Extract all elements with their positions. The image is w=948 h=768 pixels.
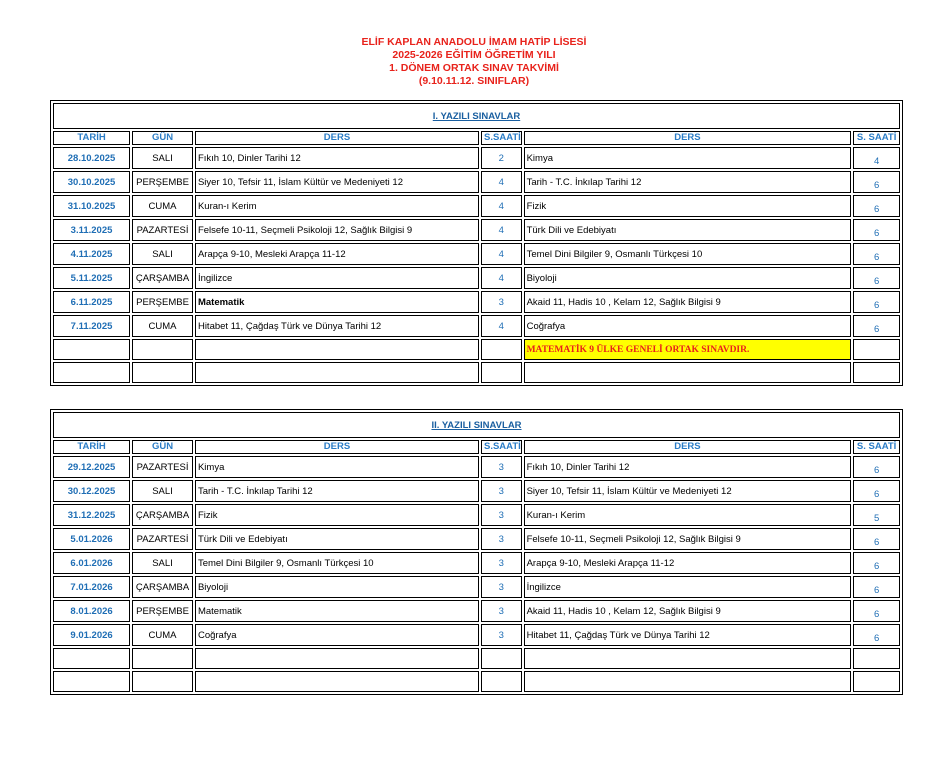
exam-day: SALI: [132, 147, 193, 169]
col-course-header: DERS: [195, 440, 479, 454]
course-name: Tarih - T.C. İnkılap Tarihi 12: [195, 480, 479, 502]
course-hours: 2: [481, 147, 522, 169]
col-course2-header: DERS: [524, 440, 852, 454]
exam-date: 6.01.2026: [53, 552, 130, 574]
exam-day: PAZARTESİ: [132, 456, 193, 478]
table-row: [53, 624, 900, 646]
empty-cell: [481, 362, 522, 383]
course-hours-2: 4: [853, 147, 900, 169]
course-name: Türk Dili ve Edebiyatı: [195, 528, 479, 550]
course-hours: 4: [481, 267, 522, 289]
school-name: ELİF KAPLAN ANADOLU İMAM HATİP LİSESİ: [361, 36, 587, 48]
col-course2-header: DERS: [524, 131, 852, 145]
exam-note: MATEMATİK 9 ÜLKE GENELİ ORTAK SINAVDIR.: [524, 339, 852, 360]
table-row: [53, 291, 900, 313]
course-hours: 3: [481, 504, 522, 526]
exam-date: 5.01.2026: [53, 528, 130, 550]
exam2-title: II. YAZILI SINAVLAR: [53, 412, 900, 438]
empty-cell: [853, 339, 900, 360]
course-name: İngilizce: [195, 267, 479, 289]
course-name: Coğrafya: [195, 624, 479, 646]
empty-cell: [853, 362, 900, 383]
course-name-2: Tarih - T.C. İnkılap Tarihi 12: [524, 171, 852, 193]
course-name: Fizik: [195, 504, 479, 526]
course-name: Kimya: [195, 456, 479, 478]
table-row: [53, 195, 900, 217]
empty-cell: [195, 339, 479, 360]
course-name: Kuran-ı Kerim: [195, 195, 479, 217]
exam-day: PAZARTESİ: [132, 528, 193, 550]
academic-year: 2025-2026 EĞİTİM ÖĞRETİM YILI: [392, 49, 556, 61]
course-name: Siyer 10, Tefsir 11, İslam Kültür ve Medeniyeti 12: [195, 171, 479, 193]
exam-day: ÇARŞAMBA: [132, 267, 193, 289]
exam-date: 5.11.2025: [53, 267, 130, 289]
col-hours-header: S.SAATİ: [481, 131, 522, 145]
empty-cell: [524, 648, 852, 669]
grade-levels: (9.10.11.12. SINIFLAR): [418, 75, 530, 87]
exam-date: 9.01.2026: [53, 624, 130, 646]
course-name-2: Felsefe 10-11, Seçmeli Psikoloji 12, Sağlık Bilgisi 9: [524, 528, 852, 550]
table-row: [53, 147, 900, 169]
column-header-row: [53, 131, 900, 145]
course-hours: 4: [481, 195, 522, 217]
course-hours-2: 6: [853, 456, 900, 478]
course-hours: 3: [481, 576, 522, 598]
course-hours: 4: [481, 219, 522, 241]
course-name-2: Akaid 11, Hadis 10 , Kelam 12, Sağlık Bilgisi 9: [524, 291, 852, 313]
exam-day: PERŞEMBE: [132, 600, 193, 622]
empty-cell: [195, 362, 479, 383]
course-name-2: Fizik: [524, 195, 852, 217]
course-hours: 4: [481, 315, 522, 337]
empty-cell: [53, 339, 130, 360]
table-row: [53, 528, 900, 550]
exam-day: SALI: [132, 480, 193, 502]
course-hours: 3: [481, 600, 522, 622]
exam-date: 7.11.2025: [53, 315, 130, 337]
course-hours-2: 6: [853, 528, 900, 550]
exam-date: 6.11.2025: [53, 291, 130, 313]
col-date-header: TARİH: [53, 440, 130, 454]
empty-cell: [195, 671, 479, 692]
empty-cell: [853, 671, 900, 692]
course-hours-2: 6: [853, 219, 900, 241]
exam-date: 31.10.2025: [53, 195, 130, 217]
exam-date: 30.12.2025: [53, 480, 130, 502]
empty-cell: [53, 362, 130, 383]
course-name-2: Kuran-ı Kerim: [524, 504, 852, 526]
table-row: [53, 576, 900, 598]
empty-cell: [132, 648, 193, 669]
col-course-header: DERS: [195, 131, 479, 145]
course-hours: 3: [481, 624, 522, 646]
course-hours: 3: [481, 291, 522, 313]
course-name: Felsefe 10-11, Seçmeli Psikoloji 12, Sağlık Bilgisi 9: [195, 219, 479, 241]
empty-cell: [53, 671, 130, 692]
table-row: [53, 171, 900, 193]
table-row: [53, 480, 900, 502]
course-name-2: Arapça 9-10, Mesleki Arapça 11-12: [524, 552, 852, 574]
course-name-2: Coğrafya: [524, 315, 852, 337]
table-row: [53, 315, 900, 337]
table-row: [53, 219, 900, 241]
empty-cell: [524, 671, 852, 692]
exam-date: 4.11.2025: [53, 243, 130, 265]
course-hours-2: 6: [853, 243, 900, 265]
course-hours-2: 6: [853, 315, 900, 337]
course-hours: 3: [481, 552, 522, 574]
exam-day: ÇARŞAMBA: [132, 504, 193, 526]
col-hours-header: S.SAATİ: [481, 440, 522, 454]
course-name: Fıkıh 10, Dinler Tarihi 12: [195, 147, 479, 169]
course-hours-2: 6: [853, 267, 900, 289]
empty-cell: [53, 648, 130, 669]
course-name-2: Fıkıh 10, Dinler Tarihi 12: [524, 456, 852, 478]
table-row: [53, 456, 900, 478]
exam1-title: I. YAZILI SINAVLAR: [53, 103, 900, 129]
exam-day: SALI: [132, 243, 193, 265]
course-name: Matematik: [195, 600, 479, 622]
table-row: [53, 600, 900, 622]
empty-cell: [524, 362, 852, 383]
empty-row: [53, 671, 900, 692]
course-hours-2: 6: [853, 552, 900, 574]
exam-day: PAZARTESİ: [132, 219, 193, 241]
empty-cell: [132, 671, 193, 692]
course-name: Hitabet 11, Çağdaş Türk ve Dünya Tarihi 12: [195, 315, 479, 337]
course-hours: 4: [481, 243, 522, 265]
table-row: [53, 243, 900, 265]
course-hours-2: 6: [853, 600, 900, 622]
course-name-2: İngilizce: [524, 576, 852, 598]
exam-date: 28.10.2025: [53, 147, 130, 169]
course-hours: 3: [481, 528, 522, 550]
empty-cell: [853, 648, 900, 669]
col-day-header: GÜN: [132, 440, 193, 454]
exam1-table: [50, 100, 903, 386]
course-name-2: Siyer 10, Tefsir 11, İslam Kültür ve Medeniyeti 12: [524, 480, 852, 502]
exam-date: 29.12.2025: [53, 456, 130, 478]
course-name-2: Türk Dili ve Edebiyatı: [524, 219, 852, 241]
table-row: [53, 267, 900, 289]
exam2-table: [50, 409, 903, 695]
course-name-2: Hitabet 11, Çağdaş Türk ve Dünya Tarihi 12: [524, 624, 852, 646]
course-hours: 3: [481, 456, 522, 478]
course-hours-2: 6: [853, 624, 900, 646]
exam-day: PERŞEMBE: [132, 291, 193, 313]
empty-cell: [481, 648, 522, 669]
course-hours-2: 5: [853, 504, 900, 526]
col-day-header: GÜN: [132, 131, 193, 145]
empty-cell: [481, 339, 522, 360]
course-name-2: Temel Dini Bilgiler 9, Osmanlı Türkçesi 10: [524, 243, 852, 265]
exam-day: PERŞEMBE: [132, 171, 193, 193]
exam-date: 30.10.2025: [53, 171, 130, 193]
course-hours-2: 6: [853, 480, 900, 502]
exam-day: SALI: [132, 552, 193, 574]
exam-date: 3.11.2025: [53, 219, 130, 241]
course-name: Matematik: [195, 291, 479, 313]
empty-cell: [132, 339, 193, 360]
exam-date: 31.12.2025: [53, 504, 130, 526]
column-header-row: [53, 440, 900, 454]
empty-cell: [195, 648, 479, 669]
col-hours2-header: S. SAATİ: [853, 131, 900, 145]
exam-date: 8.01.2026: [53, 600, 130, 622]
empty-row: [53, 339, 900, 360]
course-hours-2: 6: [853, 291, 900, 313]
course-name-2: Kimya: [524, 147, 852, 169]
course-name-2: Akaid 11, Hadis 10 , Kelam 12, Sağlık Bilgisi 9: [524, 600, 852, 622]
exam-day: CUMA: [132, 624, 193, 646]
schedule-title: 1. DÖNEM ORTAK SINAV TAKVİMİ: [389, 62, 559, 74]
empty-row: [53, 648, 900, 669]
course-name: Temel Dini Bilgiler 9, Osmanlı Türkçesi 10: [195, 552, 479, 574]
exam-day: ÇARŞAMBA: [132, 576, 193, 598]
empty-cell: [481, 671, 522, 692]
course-name-2: Biyoloji: [524, 267, 852, 289]
col-hours2-header: S. SAATİ: [853, 440, 900, 454]
course-hours-2: 6: [853, 171, 900, 193]
exam-date: 7.01.2026: [53, 576, 130, 598]
exam-day: CUMA: [132, 315, 193, 337]
empty-row: [53, 362, 900, 383]
course-hours-2: 6: [853, 195, 900, 217]
table-row: [53, 504, 900, 526]
document-header: [0, 36, 948, 88]
course-hours: 3: [481, 480, 522, 502]
course-name: Arapça 9-10, Mesleki Arapça 11-12: [195, 243, 479, 265]
col-date-header: TARİH: [53, 131, 130, 145]
exam-day: CUMA: [132, 195, 193, 217]
course-hours-2: 6: [853, 576, 900, 598]
empty-cell: [132, 362, 193, 383]
course-name: Biyoloji: [195, 576, 479, 598]
course-hours: 4: [481, 171, 522, 193]
table-row: [53, 552, 900, 574]
